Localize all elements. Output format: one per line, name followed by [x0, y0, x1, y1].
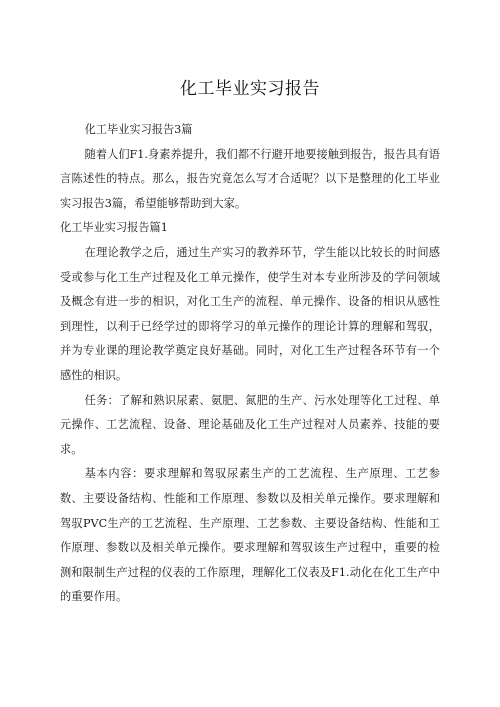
section-heading-1: 化工毕业实习报告篇1: [60, 221, 168, 235]
section-1-paragraph-content: 基本内容：要求理解和驾驭尿素生产的工艺流程、生产原理、工艺参数、主要设备结构、性能和工作原理、参数以及相关单元操作。要求理解和驾驭PVC生产的工艺流程、生产原理、工艺参数、主要设备结构、性能和工作原理、参数以及相关单元操作。要求理解和驾驭该生产过程中，重要的检测和限制生产过程的仪表的工作原理，理解化工仪表及F1.动化在化工生产中的重要作用。: [60, 467, 440, 604]
intro-paragraph: 随着人们F1.身素养提升，我们都不行避开地要接触到报告，报告具有语言陈述性的特点。那么，报告究竟怎么写才合适呢？以下是整理的化工毕业实习报告3篇，希望能够帮助到大家。: [60, 147, 440, 210]
section-1-paragraph-1: 在理论教学之后，通过生产实习的教养环节，学生能以比较长的时间感受或参与化工生产过程及化工单元操作，使学生对本专业所涉及的学问领域及概念有进一步的相识，对化工生产的流程、单元操作、设备的相识从感性到理性，以利于已经学过的即将学习的单元操作的理论计算的理解和驾驭，并为专业课的理论教学奠定良好基础。同时，对化工生产过程各环节有一个感性的相识。: [60, 245, 440, 382]
section-1-paragraph-task: 任务：了解和熟识尿素、氨肥、氮肥的生产、污水处理等化工过程、单元操作、工艺流程、设备、理论基础及化工生产过程对人员素养、技能的要求。: [60, 393, 440, 456]
document-title: 化工毕业实习报告: [180, 79, 320, 99]
report-subtitle: 化工毕业实习报告3篇: [84, 123, 193, 136]
document-body: [60, 118, 440, 610]
